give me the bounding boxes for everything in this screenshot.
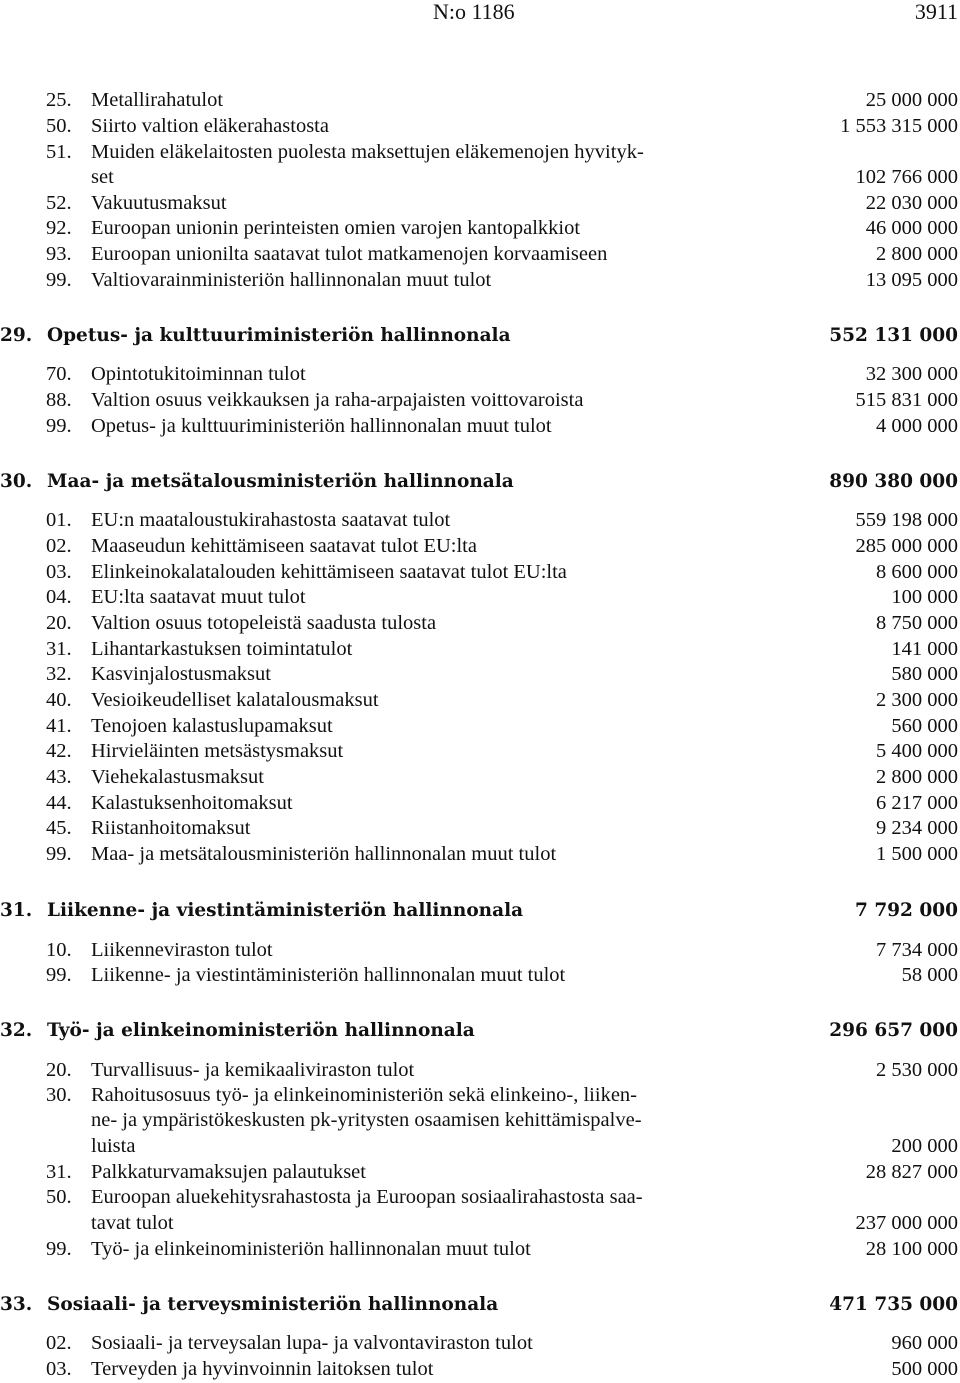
row-number: 20. [46,612,72,634]
row-amount: 500 000 [891,1358,958,1380]
row-number: 03. [46,561,72,583]
row-amount: 7 734 000 [876,939,958,961]
row-text: Tenojoen kalastuslupamaksut [91,715,333,737]
row-number: 01. [46,509,72,531]
row-text: Metallirahatulot [91,89,224,111]
row-number: 41. [46,715,72,737]
row-amount: 102 766 000 [855,166,958,188]
row-number: 43. [46,766,72,788]
row-amount: 141 000 [891,638,958,660]
row-number: 99. [46,415,72,437]
row-number: 03. [46,1358,72,1380]
row-text: Valtion osuus veikkauksen ja raha-arpajaisten voittovaroista [91,389,584,411]
row-text: Euroopan aluekehitysrahastosta ja Euroopan sosiaalirahastosta saa- [91,1186,643,1208]
row-number: 50. [46,115,72,137]
row-number: 30. [46,1084,72,1106]
row-text: Työ- ja elinkeinoministeriön hallinnonala [47,1020,475,1041]
row-text: Terveyden ja hyvinvoinnin laitoksen tulot [91,1358,434,1380]
row-text: set [91,166,114,188]
row-text: Kasvinjalostusmaksut [91,663,271,685]
row-amount: 100 000 [891,586,958,608]
row-number: 31. [0,900,33,921]
row-amount: 5 400 000 [876,740,958,762]
row-number: 70. [46,363,72,385]
row-text: Kalastuksenhoitomaksut [91,792,293,814]
row-text: Lihantarkastuksen toimintatulot [91,638,353,660]
row-text: Vesioikeudelliset kalatalousmaksut [91,689,379,711]
row-text: Työ- ja elinkeinoministeriön hallinnonalan muut tulot [91,1238,531,1260]
row-number: 10. [46,939,72,961]
row-amount: 58 000 [901,964,958,986]
row-text: tavat tulot [91,1212,174,1234]
row-amount: 285 000 000 [855,535,958,557]
row-number: 40. [46,689,72,711]
row-number: 99. [46,269,72,291]
row-text: Riistanhoitomaksut [91,817,251,839]
row-amount: 2 800 000 [876,243,958,265]
row-text: EU:n maataloustukirahastosta saatavat tulot [91,509,451,531]
row-amount: 515 831 000 [855,389,958,411]
page-number: 3911 [914,0,958,24]
row-amount: 890 380 000 [829,471,958,492]
row-number: 29. [0,325,33,346]
row-amount: 552 131 000 [829,325,958,346]
row-amount: 2 300 000 [876,689,958,711]
row-text: EU:lta saatavat muut tulot [91,586,306,608]
row-text: Opintotukitoiminnan tulot [91,363,306,385]
row-number: 31. [46,638,72,660]
row-number: 04. [46,586,72,608]
row-number: 42. [46,740,72,762]
row-amount: 471 735 000 [829,1294,958,1315]
row-amount: 22 030 000 [865,192,958,214]
page-header [0,0,960,34]
row-amount: 13 095 000 [865,269,958,291]
row-number: 33. [0,1294,33,1315]
row-number: 51. [46,141,72,163]
row-text: Muiden eläkelaitosten puolesta maksettujen eläkemenojen hyvityk- [91,141,644,163]
row-text: Turvallisuus- ja kemikaaliviraston tulot [91,1059,415,1081]
row-amount: 559 198 000 [855,509,958,531]
row-amount: 28 827 000 [865,1161,958,1183]
row-number: 30. [0,471,33,492]
row-amount: 32 300 000 [865,363,958,385]
row-amount: 580 000 [891,663,958,685]
row-amount: 4 000 000 [876,415,958,437]
row-text: luista [91,1135,136,1157]
row-amount: 25 000 000 [865,89,958,111]
row-text: Rahoitusosuus työ- ja elinkeinoministeriön sekä elinkeino-, liiken- [91,1084,638,1106]
row-number: 93. [46,243,72,265]
row-text: Maa- ja metsätalousministeriön hallinnonala [47,471,514,492]
row-number: 32. [0,1020,33,1041]
row-amount: 1 500 000 [876,843,958,865]
row-text: Elinkeinokalatalouden kehittämiseen saatavat tulot EU:lta [91,561,567,583]
row-number: 50. [46,1186,72,1208]
row-amount: 296 657 000 [829,1020,958,1041]
row-text: Euroopan unionin perinteisten omien varojen kantopalkkiot [91,217,581,239]
row-text: Sosiaali- ja terveysministeriön hallinnonala [47,1294,499,1315]
row-number: 44. [46,792,72,814]
row-number: 99. [46,1238,72,1260]
row-amount: 960 000 [891,1332,958,1354]
row-text: Viehekalastusmaksut [91,766,264,788]
row-amount: 8 750 000 [876,612,958,634]
row-amount: 560 000 [891,715,958,737]
row-text: Liikenneviraston tulot [91,939,273,961]
row-text: Vakuutusmaksut [91,192,227,214]
row-number: 32. [46,663,72,685]
issue-number: N:o 1186 [433,0,515,24]
row-text: Opetus- ja kulttuuriministeriön hallinnonala [47,325,511,346]
row-text: Sosiaali- ja terveysalan lupa- ja valvontaviraston tulot [91,1332,533,1354]
row-text: Opetus- ja kulttuuriministeriön hallinnonalan muut tulot [91,415,552,437]
row-number: 52. [46,192,72,214]
row-text: ne- ja ympäristökeskusten pk-yritysten osaamisen kehittämispalve- [91,1109,642,1131]
row-text: Liikenne- ja viestintäministeriön hallinnonala [47,900,524,921]
row-number: 02. [46,1332,72,1354]
row-text: Euroopan unionilta saatavat tulot matkamenojen korvaamiseen [91,243,608,265]
row-amount: 8 600 000 [876,561,958,583]
row-amount: 28 100 000 [865,1238,958,1260]
row-text: Liikenne- ja viestintäministeriön hallinnonalan muut tulot [91,964,566,986]
row-number: 88. [46,389,72,411]
row-amount: 2 800 000 [876,766,958,788]
row-number: 20. [46,1059,72,1081]
row-text: Valtion osuus totopeleistä saadusta tulosta [91,612,437,634]
row-amount: 6 217 000 [876,792,958,814]
row-number: 92. [46,217,72,239]
row-number: 02. [46,535,72,557]
row-amount: 1 553 315 000 [840,115,958,137]
row-text: Siirto valtion eläkerahastosta [91,115,329,137]
row-text: Palkkaturvamaksujen palautukset [91,1161,366,1183]
row-number: 25. [46,89,72,111]
row-text: Maaseudun kehittämiseen saatavat tulot EU:lta [91,535,477,557]
row-text: Hirvieläinten metsästysmaksut [91,740,344,762]
row-amount: 2 530 000 [876,1059,958,1081]
row-text: Valtiovarainministeriön hallinnonalan muut tulot [91,269,492,291]
row-number: 45. [46,817,72,839]
row-number: 99. [46,964,72,986]
row-amount: 237 000 000 [855,1212,958,1234]
row-amount: 200 000 [891,1135,958,1157]
row-amount: 46 000 000 [865,217,958,239]
row-number: 31. [46,1161,72,1183]
row-text: Maa- ja metsätalousministeriön hallinnonalan muut tulot [91,843,557,865]
row-amount: 7 792 000 [855,900,958,921]
row-amount: 9 234 000 [876,817,958,839]
row-number: 99. [46,843,72,865]
